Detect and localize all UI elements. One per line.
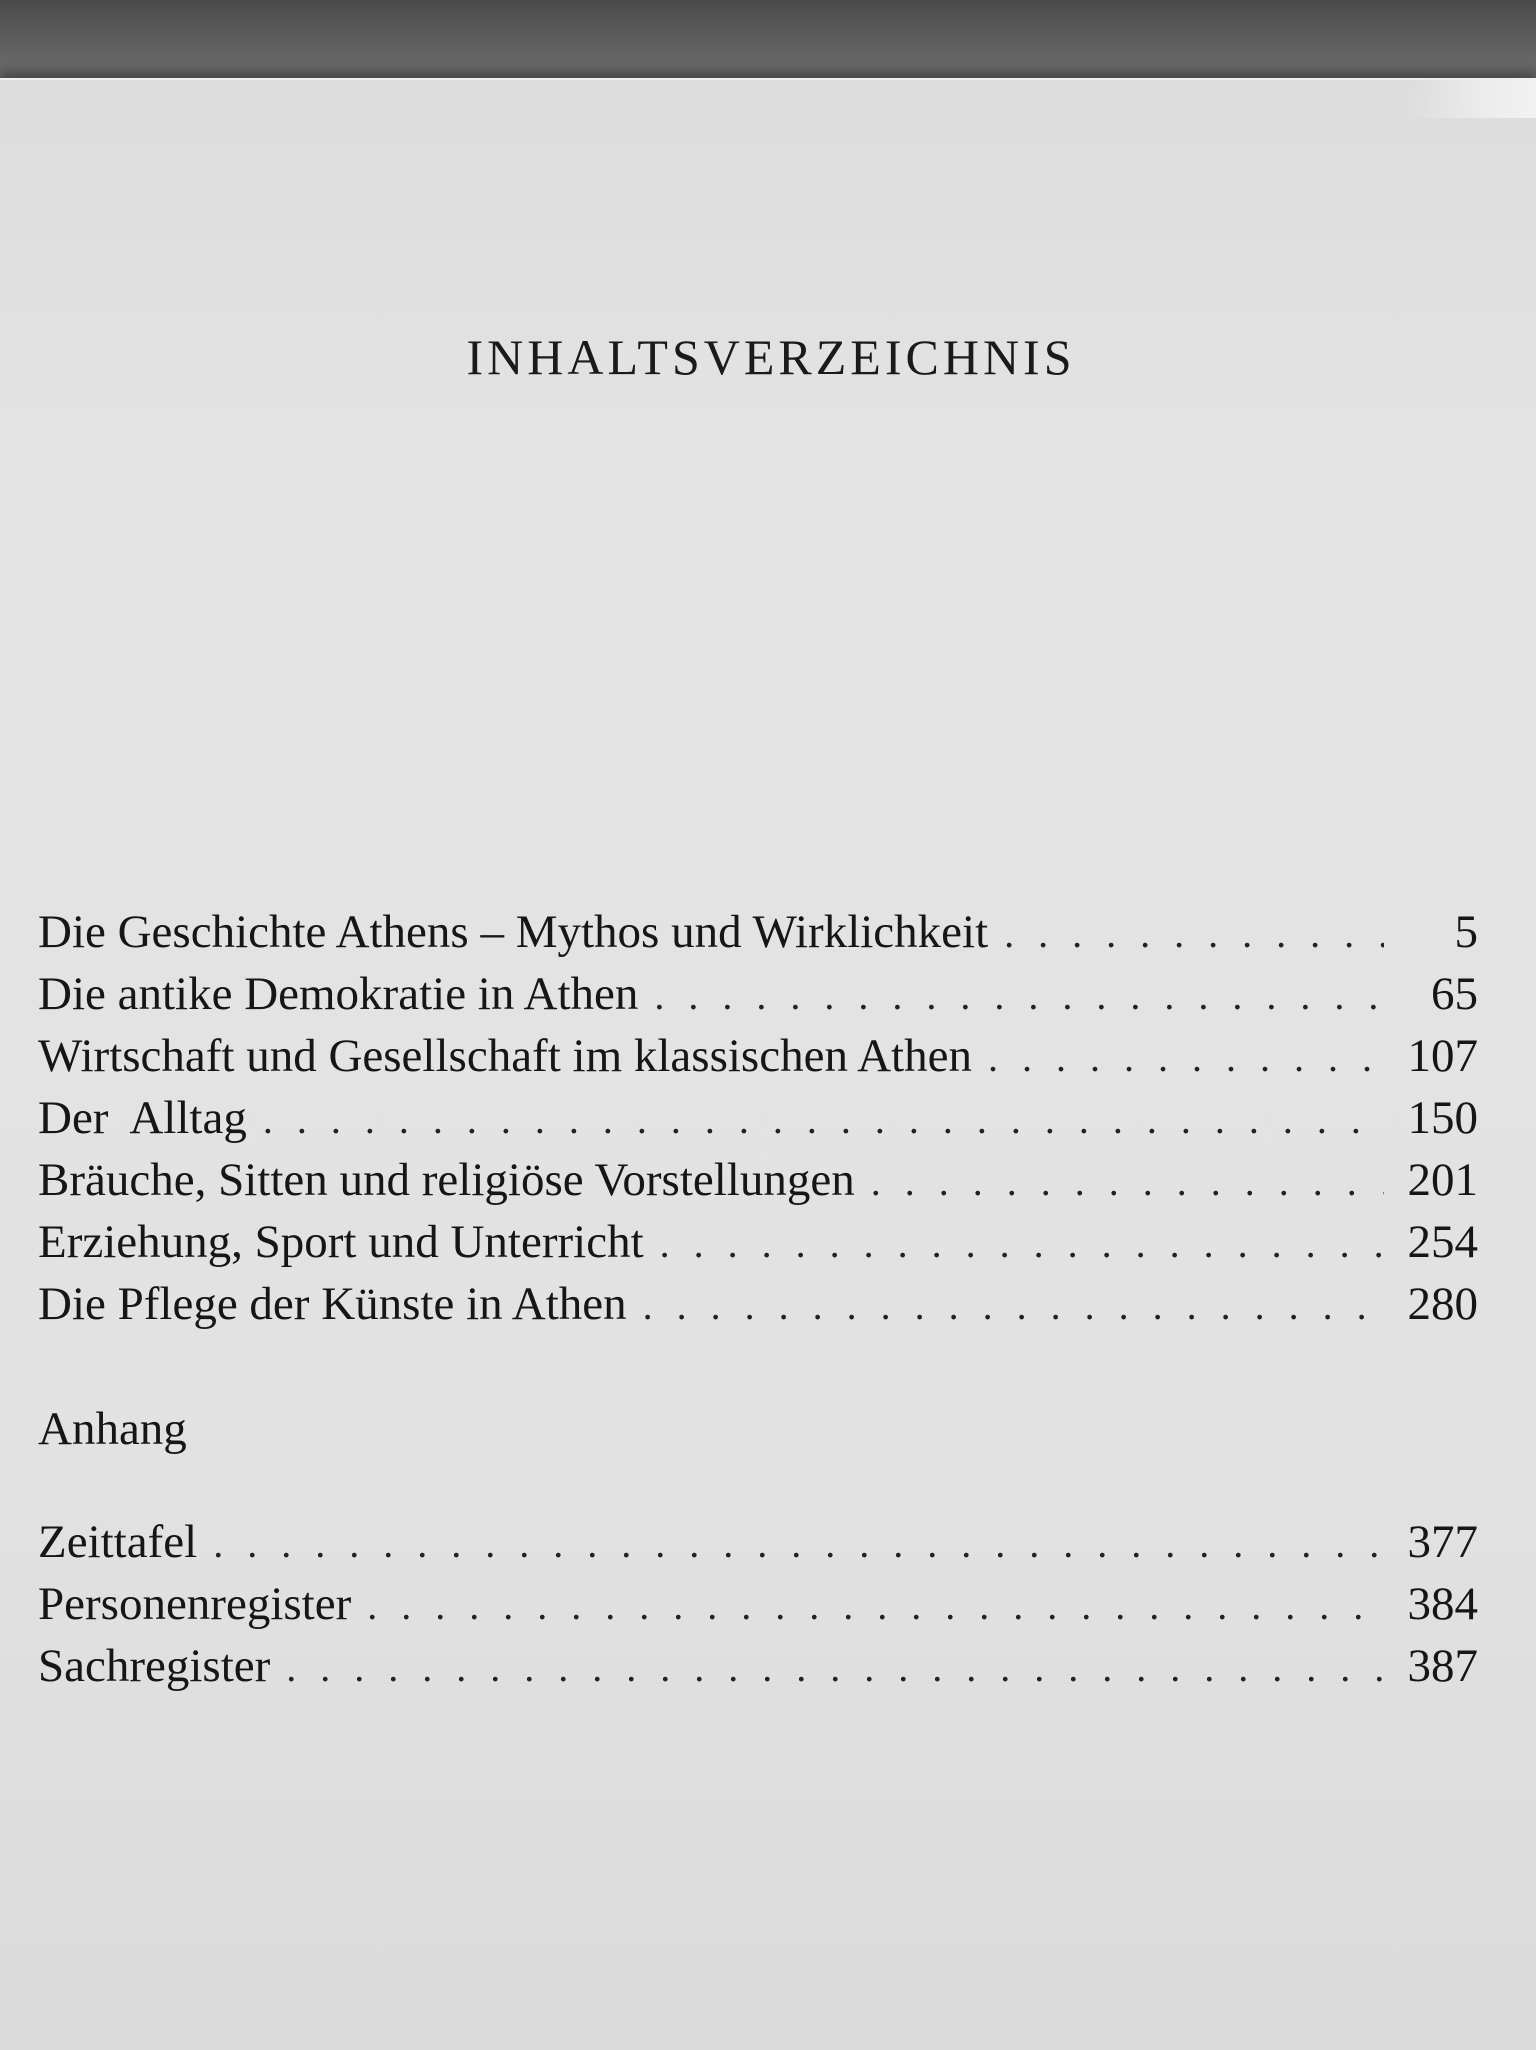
toc-entry <box>38 1153 1478 1215</box>
dot-leader <box>654 972 1384 1019</box>
toc-entry-title: Personenregister <box>38 1578 352 1630</box>
page-heading <box>0 328 1536 386</box>
toc-entry-title: Erziehung, Sport und Unterricht <box>38 1216 644 1268</box>
toc-entry <box>38 967 1478 1029</box>
toc-entry <box>38 1515 1478 1577</box>
toc-entry-page: 107 <box>1407 1030 1478 1082</box>
toc-entry-title: Der Alltag <box>38 1092 247 1144</box>
toc-entry-title: Sachregister <box>38 1640 271 1692</box>
heading-text: INHALTSVERZEICHNIS <box>466 329 1076 385</box>
toc-entry-page: 280 <box>1407 1278 1478 1330</box>
toc-entry-page: 384 <box>1407 1578 1478 1630</box>
toc-entry-page: 201 <box>1407 1154 1478 1206</box>
dot-leader <box>213 1520 1384 1567</box>
toc-main-list <box>38 905 1478 1339</box>
toc-entry <box>38 1577 1478 1639</box>
page-edge-highlight <box>1406 78 1536 118</box>
toc-entry-page: 5 <box>1454 906 1478 958</box>
dot-leader <box>367 1582 1384 1629</box>
toc-entry <box>38 1091 1478 1153</box>
toc-entry <box>38 1029 1478 1091</box>
desk-background <box>0 0 1536 90</box>
toc-entry <box>38 1215 1478 1277</box>
toc-entry-title: Die Geschichte Athens – Mythos und Wirklichkeit <box>38 906 989 958</box>
dot-leader <box>263 1096 1384 1143</box>
toc-entry-title: Bräuche, Sitten und religiöse Vorstellungen <box>38 1154 855 1206</box>
dot-leader <box>286 1644 1384 1691</box>
toc-entry-page: 387 <box>1407 1640 1478 1692</box>
toc-entry-title: Die Pflege der Künste in Athen <box>38 1278 627 1330</box>
toc-entry-title: Zeittafel <box>38 1516 198 1568</box>
toc-entry-page: 377 <box>1407 1516 1478 1568</box>
toc-entry-title: Wirtschaft und Gesellschaft im klassischen Athen <box>38 1030 972 1082</box>
dot-leader <box>643 1282 1384 1329</box>
toc-entry <box>38 1639 1478 1701</box>
toc-entry-page: 254 <box>1407 1216 1478 1268</box>
toc-entry-page: 150 <box>1407 1092 1478 1144</box>
appendix-label: Anhang <box>38 1403 187 1455</box>
dot-leader <box>871 1158 1384 1205</box>
toc-entry-page: 65 <box>1431 968 1478 1020</box>
toc-entry <box>38 905 1478 967</box>
dot-leader <box>660 1220 1384 1267</box>
dot-leader <box>1004 910 1384 957</box>
toc-appendix-list <box>38 1515 1478 1701</box>
toc-entry-title: Die antike Demokratie in Athen <box>38 968 639 1020</box>
dot-leader <box>988 1034 1384 1081</box>
toc-entry <box>38 1277 1478 1339</box>
